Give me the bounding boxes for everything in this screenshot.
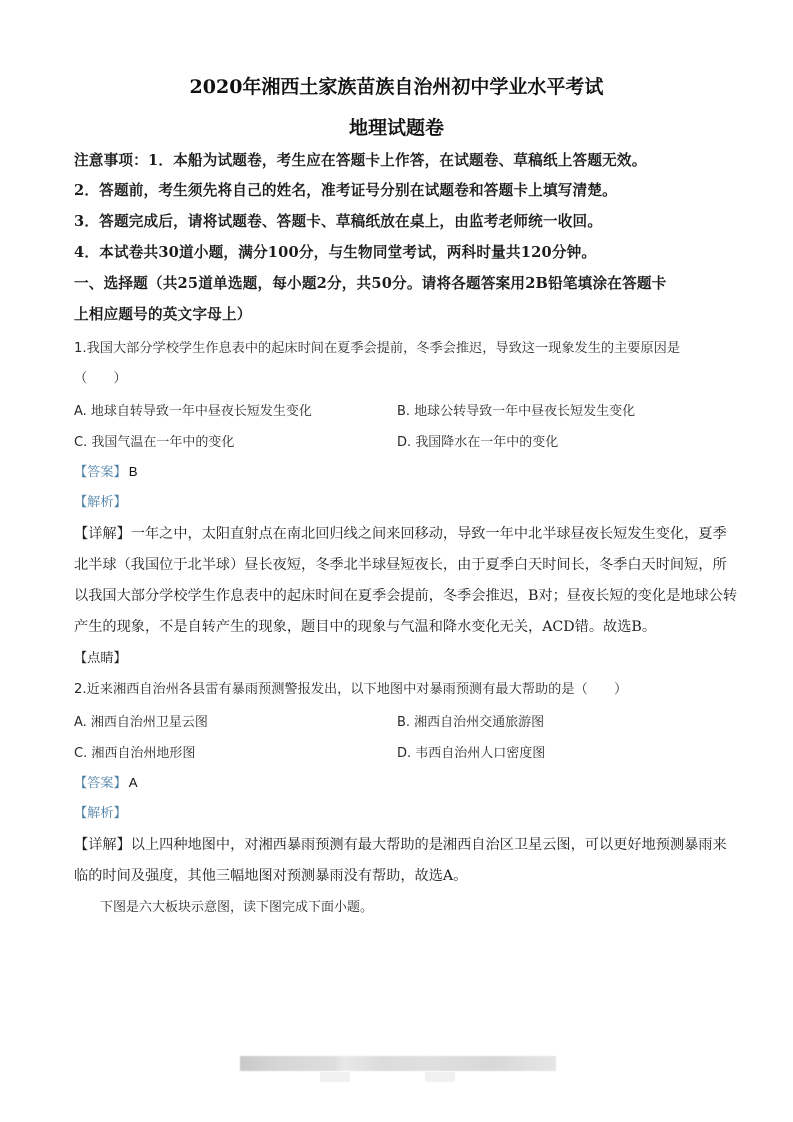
answer-value: A [128,775,138,790]
analysis-label: 【解析】 [74,495,127,510]
q2-answer [74,773,138,794]
blurred-footer-watermark [240,1056,556,1071]
q1-option-a: A. 地球自转导致一年中昼夜长短发生变化 [74,404,312,419]
q2-option-d: D. 韦西自治州人口密度图 [397,746,546,761]
key-point-label: 【点睛】 [74,651,127,666]
q1-stem-line1: 1.我国大部分学校学生作息表中的起床时间在夏季会提前，冬季会推迟，导致这一现象发生的主要原因是 [74,341,681,356]
answer-label: 【答案】 [74,776,127,791]
notice-2: 2．答题前，考生须先将自己的姓名，准考证号分别在试题卷和答题卡上填写清楚。 [74,182,617,199]
q1-option-d: D. 我国降水在一年中的变化 [397,435,559,450]
q2-analysis-label [74,804,127,824]
q2-detail-line1: 【详解】以上四种地图中，对湘西暴雨预测有最大帮助的是湘西自治区卫星云图，可以更好地预测暴雨来 [74,837,727,853]
q1-keypoint-label [74,649,127,669]
exam-subtitle: 地理试题卷 [348,117,444,139]
q1-detail-line1: 【详解】一年之中，太阳直射点在南北回归线之间来回移动，导致一年中北半球昼夜长短发生变化，夏季 [74,526,727,542]
detail-label: 【详解】 [74,837,131,853]
q1-answer [74,462,138,483]
answer-value: B [128,464,138,479]
notice-3: 3．答题完成后，请将试题卷、答题卡、草稿纸放在桌上，由监考老师统一收回。 [74,213,603,230]
q2-stem: 2.近来湘西自治州各县雷有暴雨预测警报发出，以下地图中对暴雨预测有最大帮助的是（ ） [74,682,628,697]
detail-label: 【详解】 [74,526,131,542]
q1-detail-line4: 产生的现象，不是自转产生的现象，题目中的现象与气温和降水变化无关，ACD错。故选B。 [74,619,657,635]
section-heading-line2: 上相应题号的英文字母上） [74,306,252,323]
analysis-label: 【解析】 [74,806,127,821]
q2-option-c: C. 湘西自治州地形图 [74,746,196,761]
q1-stem-line2: （ ） [74,371,127,386]
next-section-intro: 下图是六大板块示意图，读下图完成下面小题。 [100,900,374,915]
section-heading-line1: 一、选择题（共25道单选题，每小题2分，共50分。请将各题答案用2B铅笔填涂在答题卡 [74,275,667,292]
q1-detail-line3: 以我国大部分学校学生作息表中的起床时间在夏季会提前，冬季会推迟，B对；昼夜长短的变化是地球公转 [74,588,738,604]
notice-4: 4．本试卷共30道小题，满分100分，与生物同堂考试，两科时量共120分钟。 [74,244,597,261]
q1-option-c: C. 我国气温在一年中的变化 [74,435,235,450]
blurred-footer-mark-2 [425,1072,455,1082]
q1-analysis-label [74,493,127,513]
blurred-footer-mark-1 [320,1072,350,1082]
answer-label: 【答案】 [74,465,127,480]
q1-option-b: B. 地球公转导致一年中昼夜长短发生变化 [397,404,636,419]
q1-detail-line2: 北半球（我国位于北半球）昼长夜短，冬季北半球昼短夜长，由于夏季白天时间长，冬季白天时间短，所 [74,557,727,573]
notice-1: 注意事项：1．本船为试题卷，考生应在答题卡上作答，在试题卷、草稿纸上答题无效。 [74,152,647,169]
q2-option-b: B. 湘西自治州交通旅游图 [397,715,545,730]
q2-option-a: A. 湘西自治州卫星云图 [74,715,208,730]
q2-detail-line2: 临的时间及强度，其他三幅地图对预测暴雨没有帮助，故选A。 [74,868,468,884]
exam-title: 2020年湘西土家族苗族自治州初中学业水平考试 [189,76,604,98]
